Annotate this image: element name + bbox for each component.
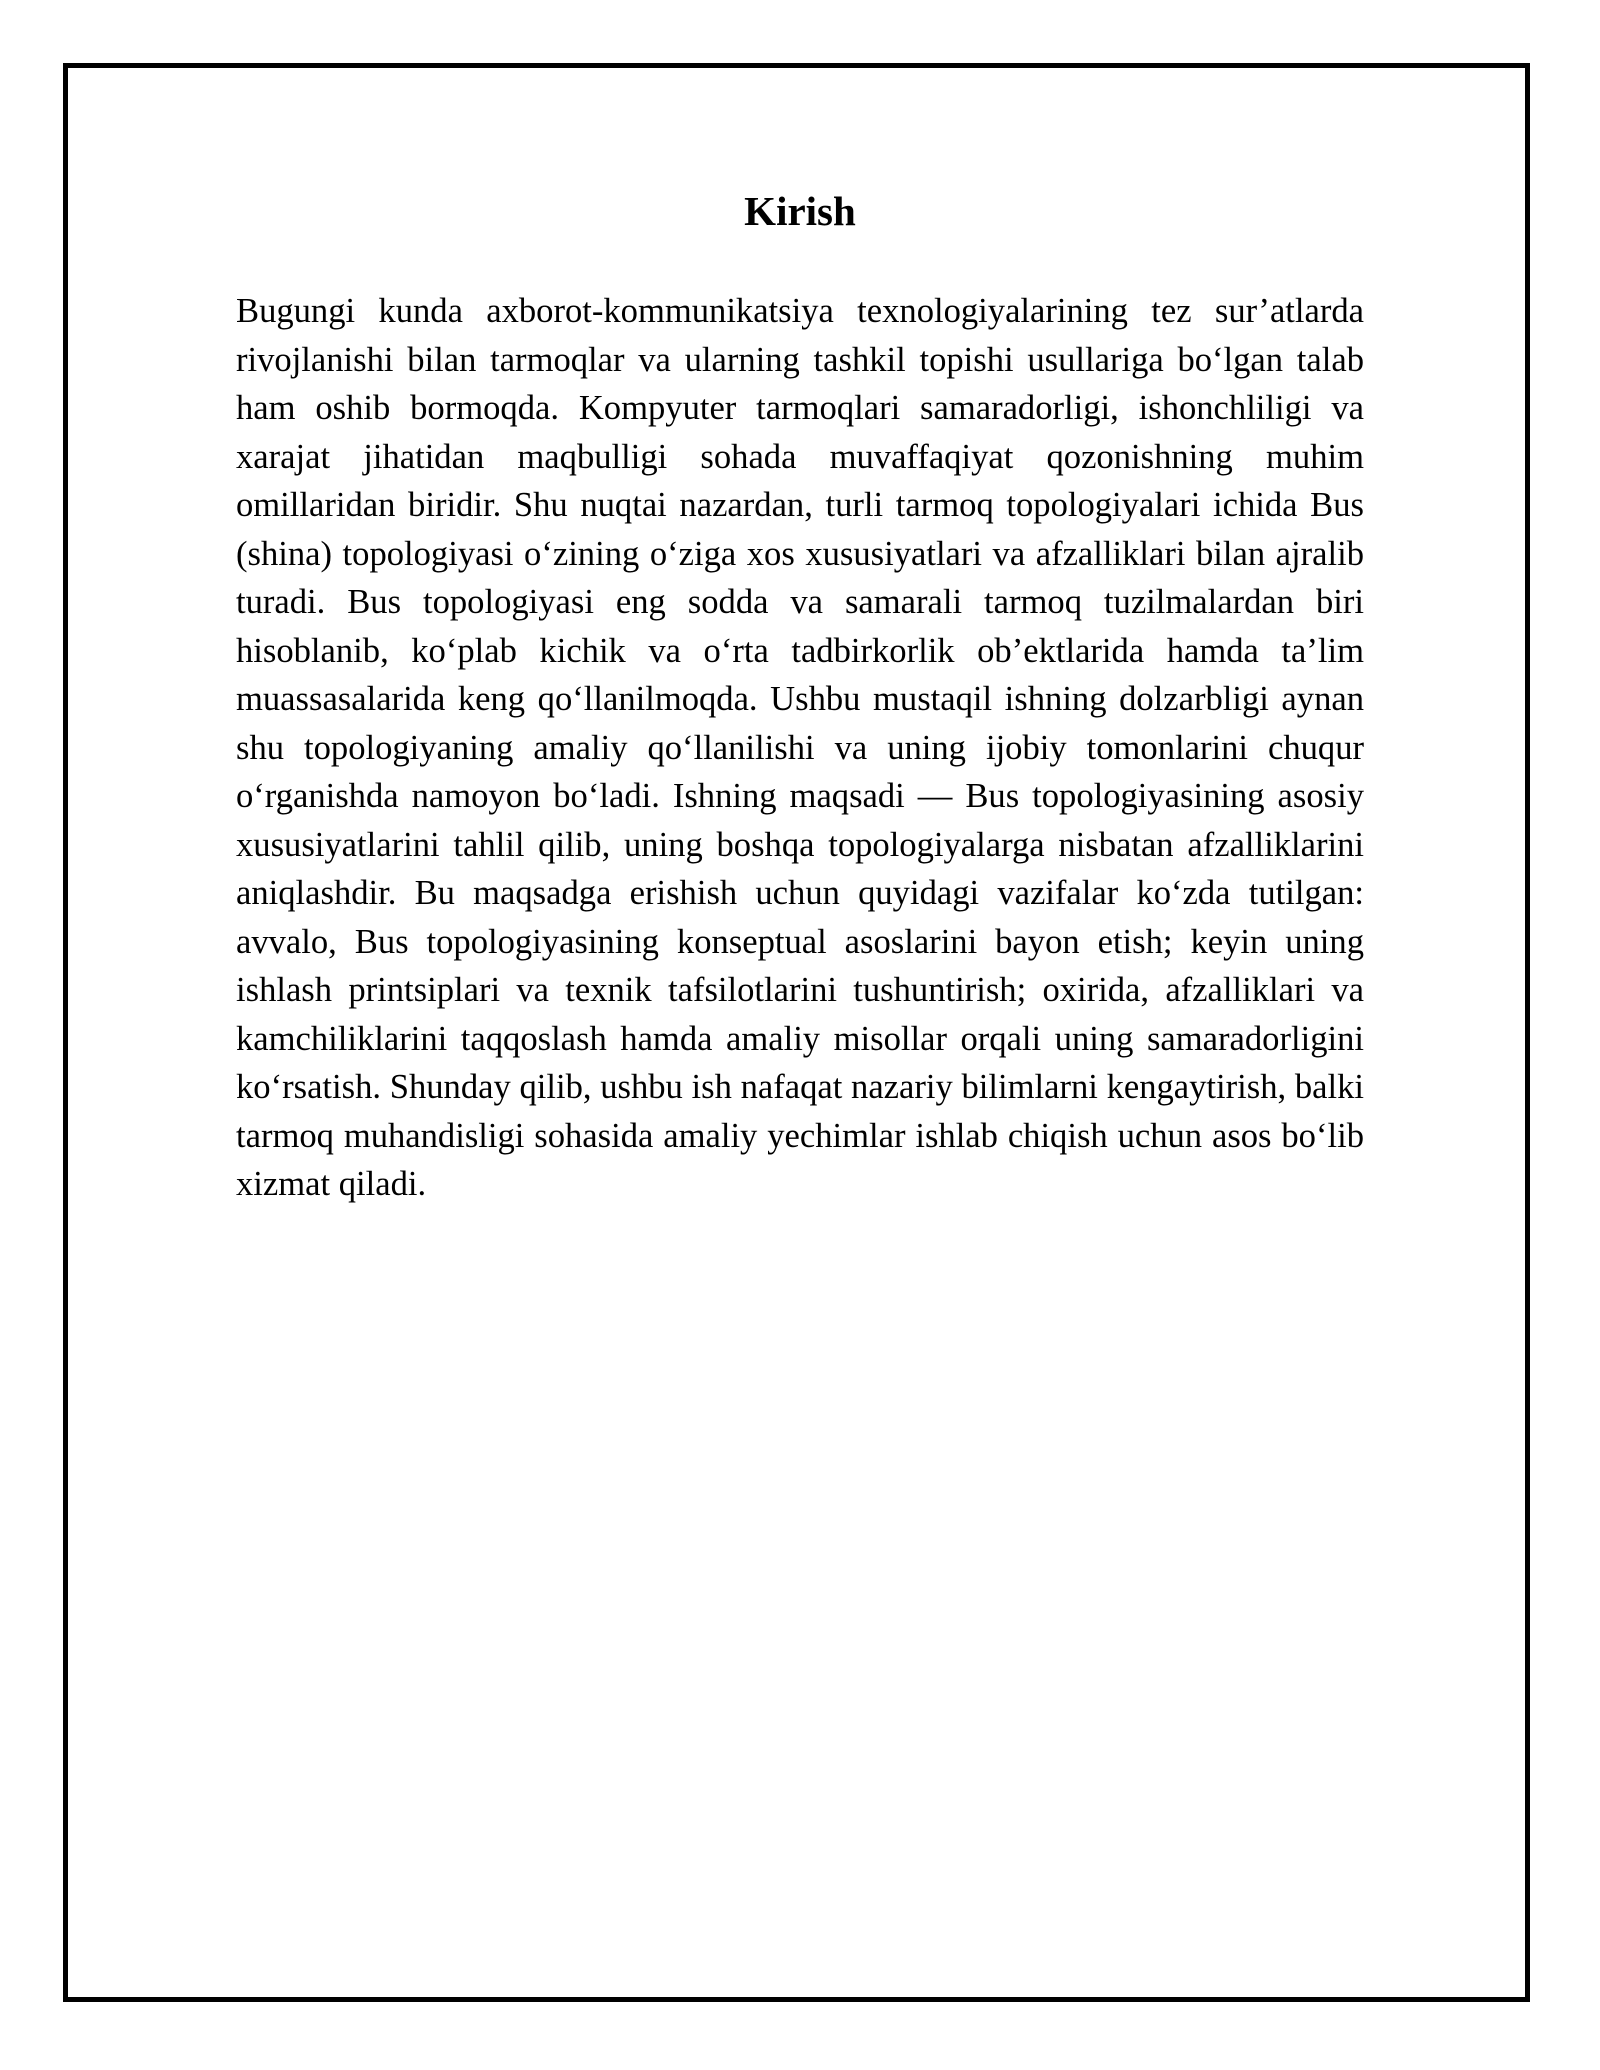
document-title: Kirish bbox=[744, 188, 856, 234]
document-body-paragraph: Bugungi kunda axborot-kommunikatsiya texnologiyalarining tez sur’atlarda rivojlanishi bilan tarmoqlar va ularning tashkil topishi usullariga bo‘lgan talab ham oshib bormoqda. Kompyuter tarmoqlari samaradorligi, ishonchliligi va xarajat jihatidan maqbulligi sohada muvaffaqiyat qozonishning muhim omillaridan biridir. Shu nuqtai nazardan, turli tarmoq topologiyalari ichida Bus (shina) topologiyasi o‘zining o‘ziga xos xususiyatlari va afzalliklari bilan ajralib turadi. Bus topologiyasi eng sodda va samarali tarmoq tuzilmalardan biri hisoblanib, ko‘plab kichik va o‘rta tadbirkorlik ob’ektlarida hamda ta’lim muassasalarida keng qo‘llanilmoqda. Ushbu mustaqil ishning dolzarbligi aynan shu topologiyaning amaliy qo‘llanilishi va uning ijobiy tomonlarini chuqur o‘rganishda namoyon bo‘ladi. Ishning maqsadi — Bus topologiyasining asosiy xususiyatlarini tahlil qilib, uning boshqa topologiyalarga nisbatan afzalliklarini aniqlashdir. Bu maqsadga erishish uchun quyidagi vazifalar ko‘zda tutilgan: avvalo, Bus topologiyasining konseptual asoslarini bayon etish; keyin uning ishlash printsiplari va texnik tafsilotlarini tushuntirish; oxirida, afzalliklari va kamchiliklarini taqqoslash hamda amaliy misollar orqali uning samaradorligini ko‘rsatish. Shunday qilib, ushbu ish nafaqat nazariy bilimlarni kengaytirish, balki tarmoq muhandisligi sohasida amaliy yechimlar ishlab chiqish uchun asos bo‘lib xizmat qiladi. bbox=[236, 292, 1364, 1203]
